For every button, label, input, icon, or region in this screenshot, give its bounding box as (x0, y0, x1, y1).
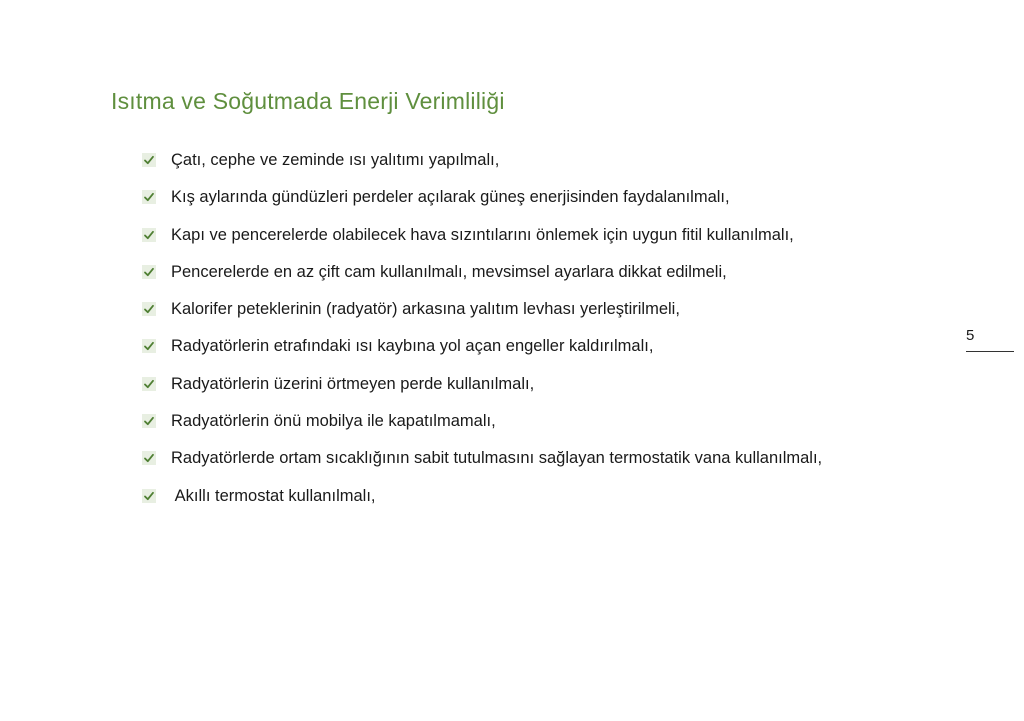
checkmark-icon (142, 451, 156, 465)
list-item-text: Radyatörlerin üzerini örtmeyen perde kullanılmalı, (171, 374, 535, 393)
checkmark-icon (142, 228, 156, 242)
checkmark-icon (142, 153, 156, 167)
bullet-list (142, 142, 939, 515)
list-item (142, 366, 939, 403)
checkmark-icon (142, 190, 156, 204)
list-item-text: Kış aylarında gündüzleri perdeler açılarak güneş enerjisinden faydalanılmalı, (171, 188, 730, 207)
page-number-rule (966, 351, 1014, 352)
list-item (142, 217, 939, 254)
list-item (142, 179, 939, 216)
list-item-text: Çatı, cephe ve zeminde ısı yalıtımı yapılmalı, (171, 151, 500, 169)
checkmark-icon (142, 489, 156, 503)
list-item-text: Radyatörlerde ortam sıcaklığının sabit tutulmasını sağlayan termostatik vana kullanılmalı, (171, 449, 823, 468)
checkmark-icon (142, 302, 156, 316)
list-item (142, 291, 939, 328)
checkmark-icon (142, 265, 156, 279)
list-item (142, 403, 939, 440)
list-item (142, 142, 939, 179)
list-item (142, 478, 939, 515)
list-item-text: Radyatörlerin önü mobilya ile kapatılmamalı, (171, 412, 496, 431)
list-item (142, 328, 939, 365)
checkmark-icon (142, 339, 156, 353)
list-item-text: Radyatörlerin etrafındaki ısı kaybına yol açan engeller kaldırılmalı, (171, 337, 654, 356)
list-item-text: Pencerelerde en az çift cam kullanılmalı, mevsimsel ayarlara dikkat edilmeli, (171, 262, 727, 281)
list-item-text: Kapı ve pencerelerde olabilecek hava sızıntılarını önlemek için uygun fitil kullanılmalı, (171, 225, 794, 244)
list-item-text: Kalorifer peteklerinin (radyatör) arkasına yalıtım levhası yerleştirilmeli, (171, 300, 680, 319)
page-number: 5 (966, 327, 975, 344)
checkmark-icon (142, 414, 156, 428)
list-item (142, 254, 939, 291)
checkmark-icon (142, 377, 156, 391)
list-item-text: Akıllı termostat kullanılmalı, (171, 486, 376, 505)
list-item (142, 440, 939, 477)
page-title: Isıtma ve Soğutmada Enerji Verimliliği (111, 88, 505, 114)
